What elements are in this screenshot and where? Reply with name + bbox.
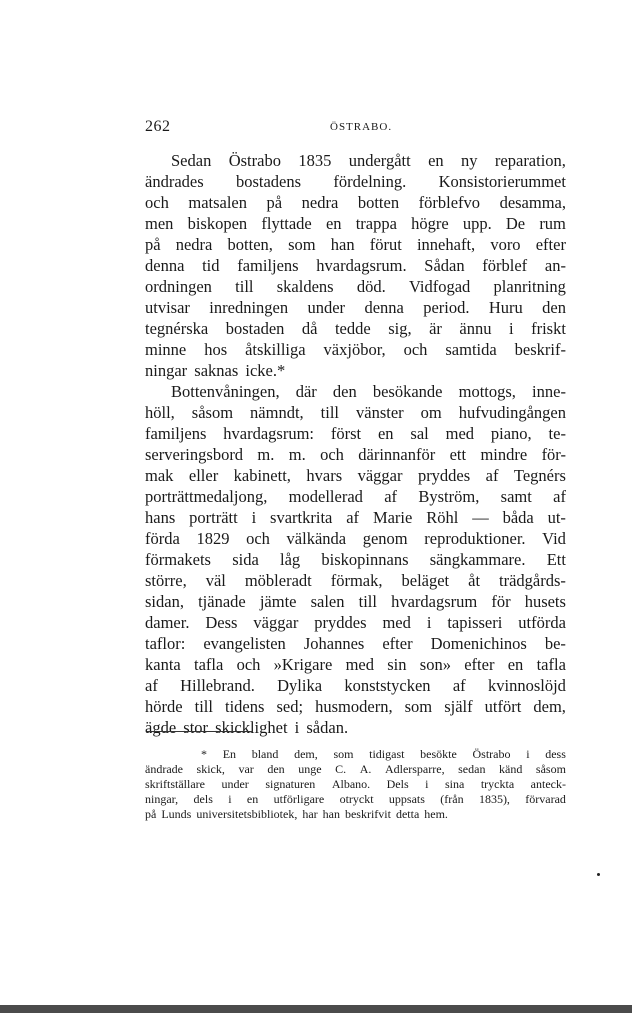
running-head: ÖSTRABO. (330, 121, 393, 133)
text-line: minne hos åtskilliga växjöbor, och samtida beskrif- (145, 340, 566, 359)
text-line: mak eller kabinett, hvars väggar pryddes af Tegnérs (145, 466, 566, 485)
text-line: ändrades bostadens fördelning. Konsistorierummet (145, 172, 566, 191)
text-line: hans porträtt i svartkrita af Marie Röhl — båda ut- (145, 508, 566, 527)
text-line: denna tid familjens hvardagsrum. Sådan förblef an- (145, 256, 566, 275)
text-line: större, väl möbleradt förmak, beläget åt trädgårds- (145, 571, 566, 590)
text-line: på nedra botten, som han förut innehaft, voro efter (145, 235, 566, 254)
text-line: och matsalen på nedra botten förblefvo desamma, (145, 193, 566, 212)
footnote-line: skriftställare under signaturen Albano. Dels i sina tryckta anteck- (145, 777, 566, 791)
footnote-line: ningar, dels i en utförligare otryckt uppsats (från 1835), förvarad (145, 792, 566, 806)
text-line: höll, såsom nämndt, till vänster om hufvudingången (145, 403, 566, 422)
text-line: hörde till tidens sed; husmodern, som själf utfört dem, (145, 697, 566, 716)
text-line: familjens hvardagsrum: först en sal med piano, te- (145, 424, 566, 443)
text-line: men biskopen flyttade en trappa högre upp. De rum (145, 214, 566, 233)
text-line: taflor: evangelisten Johannes efter Domenichinos be- (145, 634, 566, 653)
text-line: förda 1829 och välkända genom reproduktioner. Vid (145, 529, 566, 548)
text-line: kanta tafla och »Krigare med sin son» efter en tafla (145, 655, 566, 674)
footnote-rule (147, 731, 253, 732)
footnote-line: * En bland dem, som tidigast besökte Östrabo i dess (201, 747, 566, 761)
text-line: porträttmedaljong, modellerad af Byström, samt af (145, 487, 566, 506)
page-bottom-edge (0, 1005, 632, 1013)
text-line: Bottenvåningen, där den besökande mottogs, inne- (171, 382, 566, 401)
text-line: af Hillebrand. Dylika konststycken af kvinnoslöjd (145, 676, 566, 695)
text-line: tegnérska bostaden då tedde sig, är ännu i friskt (145, 319, 566, 338)
footnote-line: ändrade skick, var den unge C. A. Adlersparre, sedan känd såsom (145, 762, 566, 776)
body-text (145, 150, 566, 738)
footnote-line: på Lunds universitetsbibliotek, har han beskrifvit detta hem. (145, 807, 448, 821)
text-line: utvisar inredningen under denna period. Huru den (145, 298, 566, 317)
text-line: ägde stor skicklighet i sådan. (145, 718, 349, 737)
text-line: ningar saknas icke.* (145, 361, 286, 380)
text-line: ordningen till skaldens död. Vidfogad planritning (145, 277, 566, 296)
page-number: 262 (145, 118, 171, 135)
text-line: förmakets sida låg biskopinnans sängkammare. Ett (145, 550, 566, 569)
footnote (145, 747, 566, 822)
text-line: damer. Dess väggar pryddes med i tapisseri utförda (145, 613, 566, 632)
text-line: sidan, tjänade jämte salen till hvardagsrum för husets (145, 592, 566, 611)
text-line: Sedan Östrabo 1835 undergått en ny reparation, (171, 151, 566, 170)
text-line: serveringsbord m. m. och därinnanför ett mindre för- (145, 445, 566, 464)
ink-speck (597, 873, 600, 876)
